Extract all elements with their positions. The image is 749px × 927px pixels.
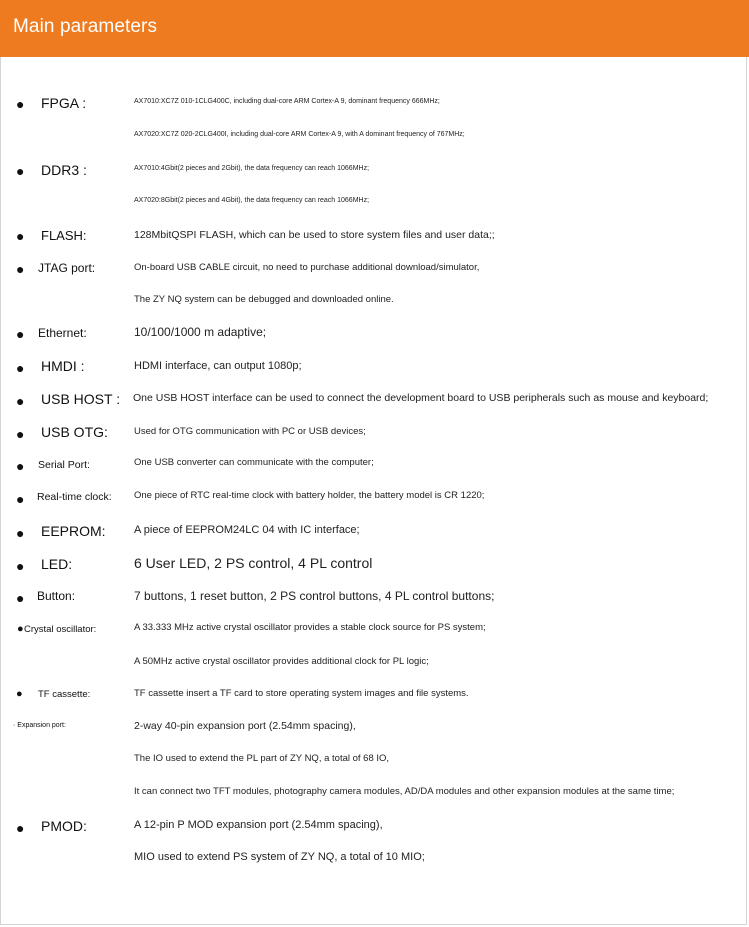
bullet-icon: ●: [16, 558, 25, 574]
bullet-icon: ●: [16, 590, 25, 606]
param-label-tf-cassette: TF cassette:: [38, 689, 91, 700]
param-value-fpga-ax7020: AX7020:XC7Z 020-2CLG400I, including dual-core ARM Cortex-A 9, with A dominant frequency of 767MHz;: [134, 131, 465, 138]
bullet-icon: ●: [16, 228, 25, 244]
param-value-fpga-ax7010: AX7010:XC7Z 010-1CLG400C, including dual-core ARM Cortex-A 9, dominant frequency 666MHz;: [134, 98, 440, 105]
param-label-fpga: FPGA :: [41, 95, 87, 111]
param-label-ethernet: Ethernet:: [38, 326, 87, 340]
bullet-icon: ●: [16, 525, 25, 541]
param-value-jtag-1: On-board USB CABLE circuit, no need to purchase additional download/simulator,: [134, 262, 480, 273]
param-value-ddr3-ax7010: AX7010:4Gbit(2 pieces and 2Gbit), the data frequency can reach 1066MHz;: [134, 165, 370, 172]
param-value-tf-cassette: TF cassette insert a TF card to store operating system images and file systems.: [134, 688, 469, 699]
bullet-icon: ●: [16, 96, 25, 112]
param-label-led: LED:: [41, 556, 73, 572]
param-value-pmod-1: A 12-pin P MOD expansion port (2.54mm spacing),: [134, 819, 383, 831]
param-value-expansion-1: 2-way 40-pin expansion port (2.54mm spacing),: [134, 720, 356, 732]
param-label-eeprom: EEPROM:: [41, 523, 106, 539]
param-value-button: 7 buttons, 1 reset button, 2 PS control buttons, 4 PL control buttons;: [134, 589, 495, 603]
section-title: Main parameters: [13, 16, 158, 37]
param-label-expansion-port: · Expansion port:: [13, 722, 66, 729]
param-value-usb-otg: Used for OTG communication with PC or USB devices;: [134, 426, 366, 437]
bullet-icon: ●: [16, 820, 25, 836]
bullet-icon: ●: [16, 163, 25, 179]
param-value-crystal-50mhz: A 50MHz active crystal oscillator provides additional clock for PL logic;: [134, 656, 429, 667]
param-label-hdmi: HMDI :: [41, 358, 85, 374]
param-value-crystal-33mhz: A 33.333 MHz active crystal oscillator provides a stable clock source for PS system;: [134, 622, 486, 633]
bullet-icon: ●: [16, 360, 25, 376]
param-value-expansion-3: It can connect two TFT modules, photography camera modules, AD/DA modules and other expansion modules at the same time;: [134, 786, 675, 797]
param-label-serial-port: Serial Port:: [38, 459, 90, 471]
param-value-ddr3-ax7020: AX7020:8Gbit(2 pieces and 4Gbit), the data frequency can reach 1066MHz;: [134, 197, 370, 204]
section-header: [0, 0, 749, 57]
bullet-icon: ●: [17, 623, 24, 635]
param-value-jtag-2: The ZY NQ system can be debugged and downloaded online.: [134, 294, 394, 305]
bullet-icon: ●: [16, 458, 25, 474]
param-value-usb-host: One USB HOST interface can be used to connect the development board to USB peripherals such as mouse and keyboard;: [133, 392, 709, 404]
param-value-eeprom: A piece of EEPROM24LC 04 with IC interface;: [134, 524, 360, 536]
param-value-rtc: One piece of RTC real-time clock with battery holder, the battery model is CR 1220;: [134, 490, 485, 501]
param-value-led: 6 User LED, 2 PS control, 4 PL control: [134, 555, 373, 571]
param-label-flash: FLASH:: [41, 228, 87, 243]
param-value-ethernet: 10/100/1000 m adaptive;: [134, 325, 267, 339]
param-label-jtag: JTAG port:: [38, 261, 96, 275]
bullet-icon: ●: [16, 326, 25, 342]
param-label-usb-host: USB HOST :: [41, 391, 121, 407]
bullet-icon: ●: [16, 261, 25, 277]
param-label-usb-otg: USB OTG:: [41, 424, 108, 440]
bullet-icon: ●: [16, 426, 25, 442]
param-label-rtc: Real-time clock:: [37, 491, 112, 503]
param-value-flash: 128MbitQSPI FLASH, which can be used to store system files and user data;;: [134, 229, 495, 241]
param-value-pmod-2: MIO used to extend PS system of ZY NQ, a total of 10 MIO;: [134, 851, 425, 863]
param-label-crystal-oscillator: Crystal oscillator:: [24, 624, 97, 635]
param-value-hdmi: HDMI interface, can output 1080p;: [134, 360, 302, 372]
bullet-icon: ●: [16, 393, 25, 409]
param-value-serial-port: One USB converter can communicate with the computer;: [134, 457, 374, 468]
bullet-icon: ●: [16, 491, 25, 507]
param-label-pmod: PMOD:: [41, 818, 87, 834]
param-label-ddr3: DDR3 :: [41, 162, 87, 178]
param-value-expansion-2: The IO used to extend the PL part of ZY NQ, a total of 68 IO,: [134, 753, 390, 764]
bullet-icon: ●: [16, 688, 23, 700]
param-label-button: Button:: [37, 589, 76, 603]
